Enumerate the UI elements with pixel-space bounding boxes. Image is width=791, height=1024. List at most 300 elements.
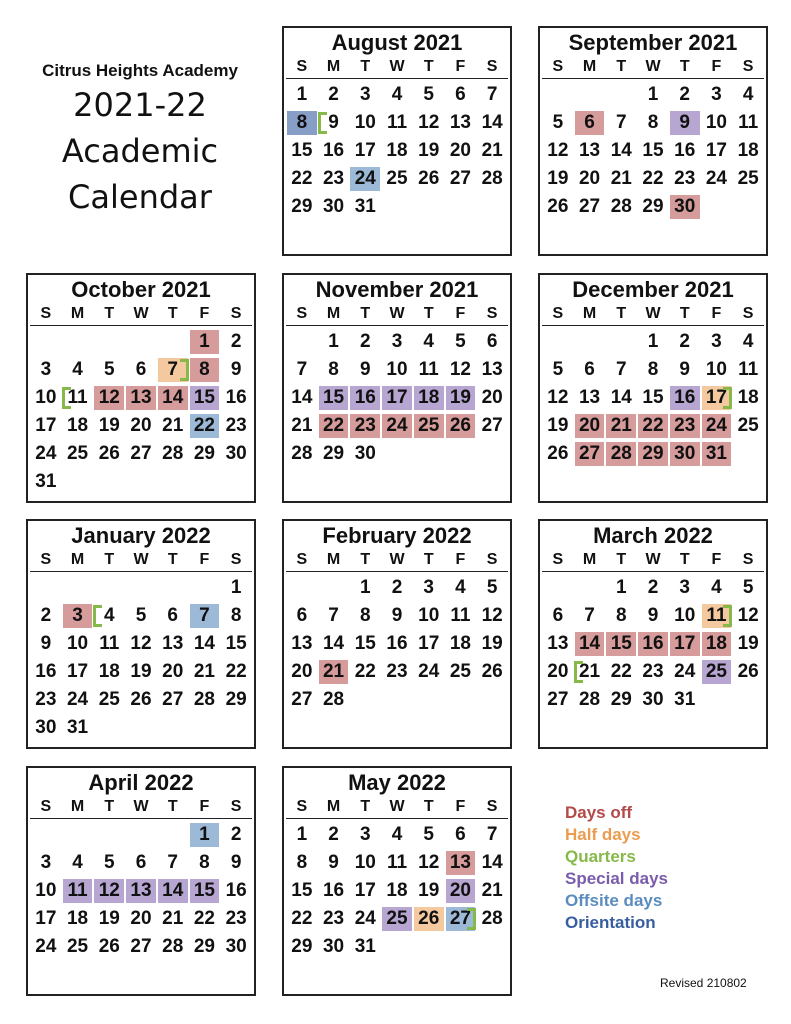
day-number: 8	[359, 605, 371, 626]
day-cell	[157, 849, 189, 877]
day-number: 25	[449, 661, 471, 682]
week-row	[30, 356, 252, 384]
day-number: 26	[130, 689, 152, 710]
day-cell	[30, 658, 62, 686]
day-number: 4	[391, 824, 403, 845]
empty-cell	[62, 821, 94, 849]
day-cell	[476, 602, 508, 630]
day-number: 15	[642, 140, 664, 161]
day-number: 24	[354, 168, 376, 189]
day-cell	[605, 574, 637, 602]
day-number: 26	[418, 168, 440, 189]
day-cell	[62, 877, 94, 905]
day-cell	[157, 440, 189, 468]
day-cell	[669, 574, 701, 602]
day-cell	[125, 905, 157, 933]
month-may-2022	[282, 766, 512, 996]
revised-note: Revised 210802	[660, 976, 747, 990]
day-number: 28	[610, 196, 632, 217]
empty-cell	[30, 328, 62, 356]
day-cell	[701, 412, 733, 440]
empty-cell	[125, 821, 157, 849]
day-cell	[125, 849, 157, 877]
day-number: 14	[162, 880, 184, 901]
day-cell	[605, 602, 637, 630]
day-number: 28	[481, 908, 503, 929]
empty-cell	[413, 440, 445, 468]
day-number: 27	[130, 936, 152, 957]
day-number: 10	[35, 387, 57, 408]
week-row	[30, 686, 252, 714]
day-number: 3	[711, 331, 722, 352]
day-number: 24	[418, 661, 440, 682]
day-cell	[318, 165, 350, 193]
day-number: 23	[674, 168, 696, 189]
day-number: 16	[225, 387, 247, 408]
day-cell	[413, 905, 445, 933]
weekday-label: T	[423, 551, 434, 568]
day-number: 3	[40, 359, 52, 380]
week-row	[30, 714, 252, 742]
empty-cell	[220, 714, 252, 742]
day-number: 11	[738, 112, 759, 133]
day-number: 11	[450, 605, 471, 626]
day-cell	[542, 193, 574, 221]
weekday-label: T	[616, 58, 627, 75]
day-number: 14	[291, 387, 313, 408]
weekday-label: M	[326, 58, 341, 75]
day-cell	[93, 412, 125, 440]
day-number: 17	[674, 633, 696, 654]
day-grid	[30, 574, 252, 742]
day-number: 31	[66, 717, 89, 738]
weekday-label: S	[552, 551, 564, 568]
empty-cell	[445, 933, 477, 961]
empty-cell	[93, 328, 125, 356]
day-cell	[637, 165, 669, 193]
day-cell	[701, 328, 733, 356]
day-cell	[574, 109, 606, 137]
month-december-2021	[538, 273, 768, 503]
weekday-label: F	[455, 551, 466, 568]
day-number: 23	[674, 415, 696, 436]
day-cell	[220, 602, 252, 630]
empty-cell	[125, 328, 157, 356]
day-number: 24	[705, 168, 727, 189]
day-number: 24	[386, 415, 408, 436]
day-number: 3	[359, 824, 371, 845]
week-row	[30, 933, 252, 961]
empty-cell	[476, 193, 508, 221]
day-cell	[125, 630, 157, 658]
day-number: 10	[705, 112, 727, 133]
day-number: 5	[486, 577, 498, 598]
day-cell	[189, 356, 221, 384]
empty-cell	[413, 193, 445, 221]
week-row	[286, 412, 508, 440]
day-number: 30	[322, 196, 345, 217]
empty-cell	[157, 328, 189, 356]
day-number: 15	[291, 140, 313, 161]
empty-cell	[30, 574, 62, 602]
day-cell	[220, 356, 252, 384]
week-row	[286, 81, 508, 109]
week-row	[286, 686, 508, 714]
quarter-bracket	[62, 387, 71, 409]
day-cell	[701, 602, 733, 630]
empty-cell	[157, 574, 189, 602]
day-number: 29	[322, 443, 345, 464]
empty-cell	[732, 193, 764, 221]
day-number: 25	[386, 908, 408, 929]
day-cell	[93, 602, 125, 630]
empty-cell	[701, 193, 733, 221]
day-number: 20	[130, 908, 152, 929]
day-cell	[381, 877, 413, 905]
day-number: 24	[35, 443, 57, 464]
day-cell	[574, 686, 606, 714]
day-cell	[125, 686, 157, 714]
day-cell	[445, 81, 477, 109]
day-number: 7	[615, 112, 627, 133]
day-cell	[732, 109, 764, 137]
day-cell	[637, 109, 669, 137]
week-row	[30, 630, 252, 658]
day-number: 17	[705, 140, 727, 161]
day-cell	[30, 356, 62, 384]
day-number: 4	[742, 84, 754, 105]
weekday-label: F	[711, 58, 722, 75]
weekday-header	[286, 549, 508, 572]
day-number: 10	[354, 112, 376, 133]
day-cell	[62, 356, 94, 384]
legend-days-off: Days off	[565, 803, 633, 822]
day-number: 4	[103, 605, 115, 626]
day-cell	[30, 440, 62, 468]
empty-cell	[381, 686, 413, 714]
day-grid	[30, 328, 252, 496]
day-number: 3	[40, 852, 52, 873]
weekday-label: S	[742, 58, 754, 75]
day-number: 21	[481, 140, 503, 161]
day-number: 29	[225, 689, 247, 710]
day-number: 31	[354, 196, 376, 217]
week-row	[542, 165, 764, 193]
day-cell	[349, 905, 381, 933]
day-number: 27	[291, 689, 313, 710]
empty-cell	[93, 574, 125, 602]
day-cell	[732, 356, 764, 384]
day-number: 26	[547, 196, 569, 217]
day-number: 4	[455, 577, 466, 598]
day-cell	[93, 440, 125, 468]
day-cell	[30, 630, 62, 658]
day-number: 22	[225, 661, 247, 682]
day-cell	[125, 384, 157, 412]
day-cell	[574, 412, 606, 440]
day-number: 11	[67, 387, 88, 408]
weekday-label: S	[742, 551, 754, 568]
day-number: 14	[322, 633, 345, 654]
week-row	[542, 574, 764, 602]
weekday-label: T	[679, 551, 690, 568]
day-number: 27	[162, 689, 184, 710]
day-number: 1	[199, 824, 210, 845]
day-number: 24	[35, 936, 57, 957]
month-august-2021	[282, 26, 512, 256]
day-cell	[349, 137, 381, 165]
day-cell	[669, 109, 701, 137]
day-number: 23	[354, 415, 376, 436]
empty-cell	[476, 440, 508, 468]
day-grid	[286, 81, 508, 221]
empty-cell	[542, 81, 574, 109]
day-number: 4	[72, 359, 83, 380]
day-number: 8	[615, 605, 627, 626]
day-number: 13	[481, 359, 503, 380]
weekday-label: S	[40, 551, 52, 568]
day-number: 21	[322, 661, 345, 682]
empty-cell	[62, 574, 94, 602]
day-cell	[542, 630, 574, 658]
weekday-label: S	[486, 58, 498, 75]
day-grid	[542, 81, 764, 221]
day-cell	[381, 905, 413, 933]
day-cell	[220, 384, 252, 412]
day-cell	[476, 658, 508, 686]
day-number: 3	[679, 577, 690, 598]
weekday-label: T	[167, 551, 178, 568]
quarter-bracket	[723, 605, 732, 627]
weekday-label: F	[199, 551, 210, 568]
day-number: 22	[354, 661, 376, 682]
day-cell	[220, 849, 252, 877]
title-line-academic: Academic	[61, 132, 219, 170]
weekday-label: S	[296, 58, 308, 75]
day-number: 6	[135, 852, 147, 873]
day-number: 8	[647, 112, 659, 133]
day-cell	[157, 384, 189, 412]
day-number: 30	[642, 689, 664, 710]
week-row	[542, 686, 764, 714]
day-number: 20	[291, 661, 313, 682]
day-cell	[476, 412, 508, 440]
empty-cell	[574, 574, 606, 602]
day-number: 25	[418, 415, 440, 436]
day-cell	[349, 630, 381, 658]
day-grid	[286, 574, 508, 714]
day-cell	[669, 165, 701, 193]
day-number: 9	[328, 852, 339, 873]
weekday-header	[286, 56, 508, 79]
day-number: 29	[193, 936, 215, 957]
day-number: 8	[199, 359, 210, 380]
week-row	[542, 356, 764, 384]
day-cell	[318, 328, 350, 356]
week-row	[286, 137, 508, 165]
day-cell	[318, 109, 350, 137]
day-number: 9	[40, 633, 52, 654]
week-row	[286, 658, 508, 686]
day-number: 10	[354, 852, 376, 873]
week-row	[30, 328, 252, 356]
day-cell	[637, 81, 669, 109]
day-cell	[732, 384, 764, 412]
day-number: 1	[647, 84, 659, 105]
day-number: 5	[552, 359, 564, 380]
day-number: 24	[354, 908, 376, 929]
day-cell	[220, 440, 252, 468]
weekday-label: S	[40, 305, 52, 322]
day-cell	[189, 328, 221, 356]
weekday-label: M	[70, 551, 85, 568]
day-number: 28	[162, 936, 184, 957]
day-cell	[701, 81, 733, 109]
empty-cell	[93, 714, 125, 742]
weekday-label: W	[645, 551, 661, 568]
day-cell	[286, 193, 318, 221]
day-cell	[413, 849, 445, 877]
day-cell	[157, 412, 189, 440]
day-cell	[445, 602, 477, 630]
week-row	[286, 328, 508, 356]
day-number: 21	[193, 661, 215, 682]
weekday-label: S	[230, 798, 242, 815]
week-row	[542, 137, 764, 165]
day-cell	[637, 686, 669, 714]
day-cell	[732, 328, 764, 356]
empty-cell	[93, 821, 125, 849]
day-number: 9	[679, 359, 690, 380]
day-cell	[318, 137, 350, 165]
empty-cell	[445, 193, 477, 221]
empty-cell	[445, 440, 477, 468]
day-number: 19	[98, 415, 120, 436]
day-number: 28	[193, 689, 215, 710]
day-cell	[574, 193, 606, 221]
day-cell	[93, 849, 125, 877]
day-number: 2	[647, 577, 659, 598]
day-cell	[381, 412, 413, 440]
day-cell	[445, 849, 477, 877]
day-cell	[605, 412, 637, 440]
week-row	[286, 574, 508, 602]
day-number: 16	[386, 633, 408, 654]
day-number: 10	[674, 605, 696, 626]
day-cell	[445, 109, 477, 137]
day-cell	[125, 412, 157, 440]
day-number: 20	[449, 140, 471, 161]
day-number: 23	[225, 908, 247, 929]
day-number: 3	[72, 605, 83, 626]
day-cell	[574, 384, 606, 412]
day-number: 24	[705, 415, 727, 436]
day-cell	[637, 574, 669, 602]
day-cell	[574, 356, 606, 384]
day-cell	[445, 574, 477, 602]
day-cell	[125, 602, 157, 630]
day-cell	[574, 137, 606, 165]
day-cell	[189, 384, 221, 412]
weekday-label: T	[360, 551, 371, 568]
day-number: 4	[391, 84, 403, 105]
day-cell	[62, 933, 94, 961]
week-row	[286, 877, 508, 905]
day-cell	[637, 193, 669, 221]
day-cell	[125, 877, 157, 905]
weekday-label: W	[133, 798, 149, 815]
weekday-label: T	[167, 798, 178, 815]
day-number: 14	[481, 852, 503, 873]
day-number: 8	[647, 359, 659, 380]
day-cell	[220, 412, 252, 440]
day-number: 22	[193, 908, 215, 929]
day-number: 19	[449, 387, 471, 408]
day-number: 13	[162, 633, 184, 654]
empty-cell	[30, 821, 62, 849]
day-number: 19	[130, 661, 152, 682]
day-number: 31	[35, 471, 57, 492]
week-row	[30, 412, 252, 440]
weekday-label: T	[104, 305, 115, 322]
week-row	[30, 877, 252, 905]
day-cell	[349, 109, 381, 137]
day-number: 3	[391, 331, 403, 352]
day-cell	[189, 905, 221, 933]
day-number: 15	[225, 633, 247, 654]
weekday-header	[30, 303, 252, 326]
day-number: 14	[193, 633, 215, 654]
empty-cell	[445, 686, 477, 714]
day-number: 16	[322, 140, 345, 161]
day-cell	[732, 81, 764, 109]
day-number: 9	[391, 605, 403, 626]
day-cell	[349, 356, 381, 384]
day-number: 13	[449, 112, 471, 133]
day-cell	[220, 686, 252, 714]
day-number: 21	[610, 168, 632, 189]
weekday-label: S	[486, 798, 498, 815]
week-row	[286, 905, 508, 933]
day-number: 18	[98, 661, 120, 682]
day-number: 23	[35, 689, 57, 710]
weekday-label: S	[552, 58, 564, 75]
day-number: 6	[552, 605, 564, 626]
day-number: 22	[610, 661, 632, 682]
day-number: 3	[711, 84, 722, 105]
day-cell	[157, 602, 189, 630]
day-cell	[637, 602, 669, 630]
day-cell	[669, 137, 701, 165]
week-row	[286, 165, 508, 193]
day-cell	[189, 686, 221, 714]
day-cell	[30, 602, 62, 630]
day-number: 27	[547, 689, 569, 710]
day-number: 30	[354, 443, 376, 464]
day-number: 19	[418, 880, 440, 901]
day-number: 26	[449, 415, 471, 436]
day-number: 8	[296, 852, 308, 873]
day-number: 10	[386, 359, 408, 380]
day-number: 5	[552, 112, 564, 133]
day-cell	[220, 821, 252, 849]
weekday-label: W	[133, 305, 149, 322]
day-cell	[318, 602, 350, 630]
day-number: 28	[162, 443, 184, 464]
day-number: 17	[386, 387, 408, 408]
day-cell	[30, 384, 62, 412]
day-cell	[542, 602, 574, 630]
